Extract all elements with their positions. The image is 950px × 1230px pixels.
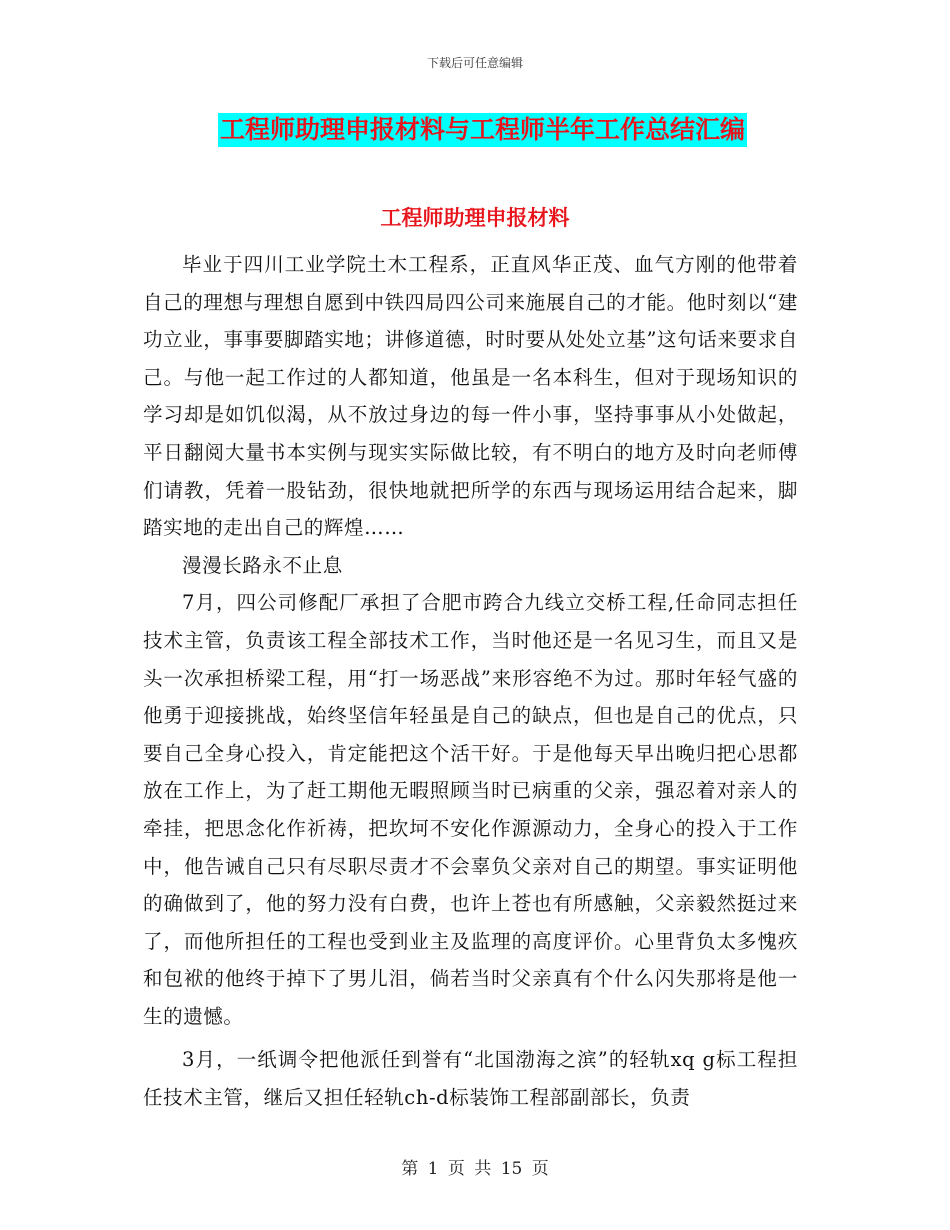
main-title-container	[218, 113, 747, 147]
paragraph-intro: 毕业于四川工业学院土木工程系，正直风华正茂、血气方刚的他带着自己的理想与理想自愿到中铁四局四公司来施展自己的才能。他时刻以“建功立业，事事要脚踏实地；讲修道德，时时要从处处立基”这句话来要求自己。与他一起工作过的人都知道，他虽是一名本科生，但对于现场知识的学习却是如饥似渴，从不放过身边的每一件小事，坚持事事从小处做起，平日翻阅大量书本实例与现实实际做比较，有不明白的地方及时向老师傅们请教，凭着一股钻劲，很快地就把所学的东西与现场运用结合起来，脚踏实地的走出自己的辉煌……	[143, 253, 798, 540]
paragraph-march: 3月，一纸调令把他派任到誉有“北国渤海之滨”的轻轨xq g标工程担任技术主管，继后又担任轻轨ch-d标装饰工程部副部长，负责	[143, 1048, 798, 1110]
paragraph-july: 7月，四公司修配厂承担了合肥市跨合九线立交桥工程,任命同志担任技术主管，负责该工程全部技术工作，当时他还是一名见习生，而且又是头一次承担桥梁工程，用“打一场恶战”来形容绝不为过。那时年轻气盛的他勇于迎接挑战，始终坚信年轻虽是自己的缺点，但也是自己的优点，只要自己全身心投入，肯定能把这个活干好。于是他每天早出晚归把心思都放在工作上，为了赶工期他无暇照顾当时已病重的父亲，强忍着对亲人的牵挂，把思念化作祈祷，把坎坷不安化作源源动力，全身心的投入于工作中，他告诫自己只有尽职尽责才不会辜负父亲对自己的期望。事实证明他的确做到了，他的努力没有白费，也许上苍也有所感触，父亲毅然挺过来了，而他所担任的工程也受到业主及监理的高度评价。心里背负太多愧疚和包袱的他终于掉下了男儿泪，倘若当时父亲真有个什么闪失那将是他一生的遗憾。	[143, 591, 798, 1028]
page-header-note: 下载后可任意编辑	[426, 56, 523, 70]
section-title: 工程师助理申报材料	[380, 206, 570, 230]
document-body	[143, 246, 798, 1117]
page-number-footer: 第 1 页 共 15 页	[401, 1159, 549, 1179]
document-main-title: 工程师助理申报材料与工程师半年工作总结汇编	[218, 113, 747, 147]
paragraph-subheading: 漫漫长路永不止息	[182, 553, 343, 577]
